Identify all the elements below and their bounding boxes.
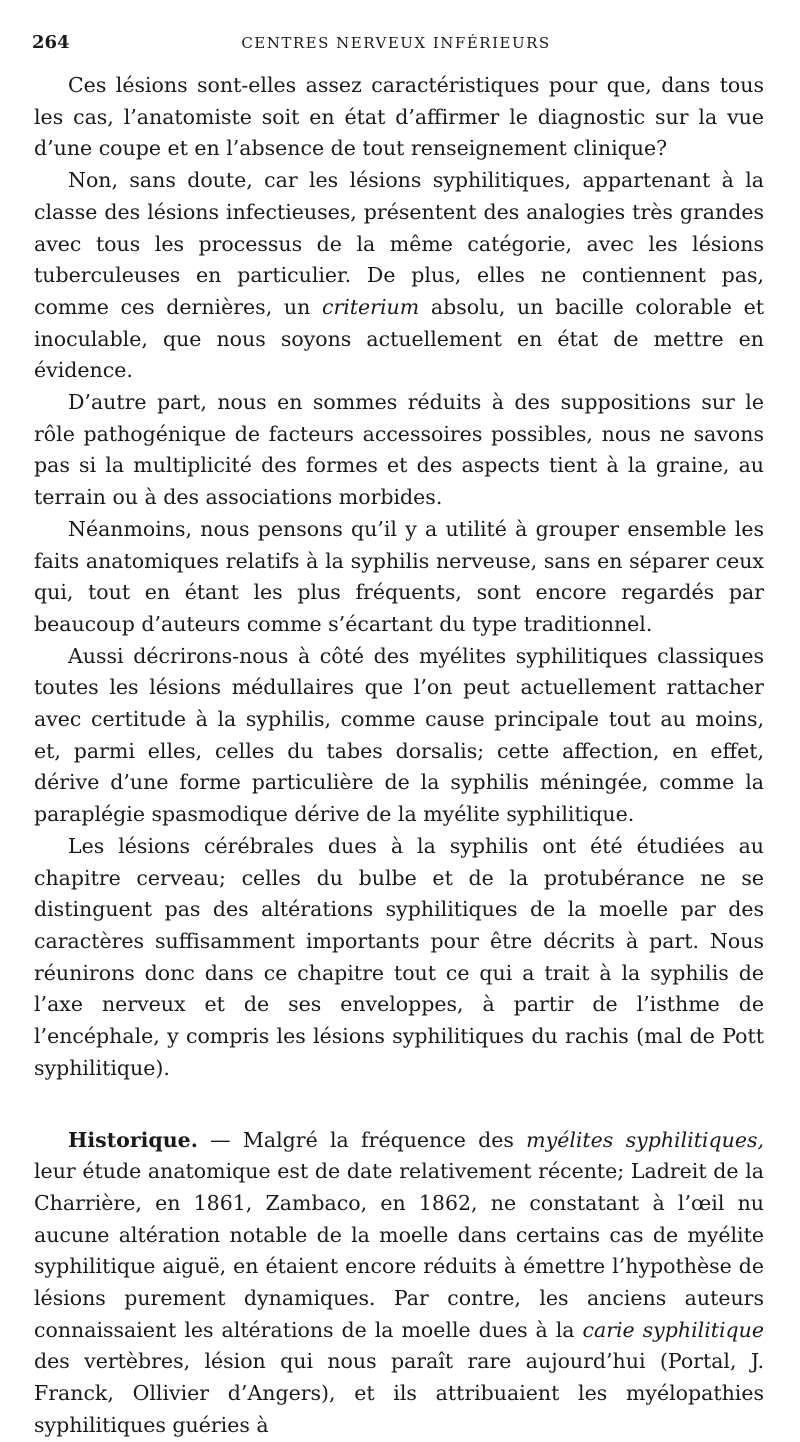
paragraph-2 <box>34 165 764 387</box>
historique-text-1: — Malgré la fréquence des <box>197 1127 527 1152</box>
historique-paragraph <box>34 1125 764 1442</box>
historique-heading: Historique. <box>68 1127 198 1152</box>
paragraph-5: Aussi décrirons-nous à côté des myélites syphilitiques classiques toutes les lésions médullaires que l’on peut actuellement rattacher avec certitude à la syphilis, comme cause principale tout au moins, et, parmi elles, celles du tabes dorsalis; cette affection, en effet, dérive d’une forme particulière de la syphilis méningée, comme la paraplégie spasmodique dérive de la myélite syphilitique. <box>34 643 764 827</box>
paragraph-6: Les lésions cérébrales dues à la syphilis ont été étudiées au chapitre cerveau; celles du bulbe et de la protubérance ne se distinguent pas des altérations syphilitiques de la moelle par des caractères suffisamment importants pour être décrits à part. Nous réunirons donc dans ce chapitre tout ce qui a trait à la syphilis de l’axe nerveux et de ses enveloppes, à partir de l’isthme de l’encéphale, y compris les lésions syphilitiques du rachis (mal de Pott syphilitique). <box>34 833 764 1080</box>
historique-text-3: des vertèbres, lésion qui nous paraît rare aujourd’hui (Portal, J. Franck, Ollivier d’Angers), et ils attribuaient les myélopathies syphilitiques guéries à <box>34 1349 764 1437</box>
italic-term-myelites: myélites syphilitiques, <box>526 1127 764 1152</box>
italic-term-criterium: criterium <box>321 294 420 319</box>
italic-term-carie: carie syphilitique <box>582 1317 765 1342</box>
paragraph-2-end: absolu, un bacille colorable et inoculable, que nous soyons actuellement en état de mettre en évidence. <box>34 294 764 383</box>
page-header <box>32 32 760 56</box>
page-number: 264 <box>32 32 70 53</box>
page-body <box>34 70 764 1442</box>
paragraph-1: Ces lésions sont-elles assez caractéristiques pour que, dans tous les cas, l’anatomiste soit en état d’affirmer le diagnostic sur la vue d’une coupe et en l’absence de tout renseignement clinique? <box>34 73 764 161</box>
paragraph-4: Néanmoins, nous pensons qu’il y a utilité à grouper ensemble les faits anatomiques relatifs à la syphilis nerveuse, sans en séparer ceux qui, tout en étant les plus fréquents, sont encore regardés par beaucoup d’auteurs comme s’écartant du type traditionnel. <box>34 516 764 636</box>
paragraph-2-text: Non, sans doute, car les lésions syphilitiques, appartenant à la classe des lésions infectieuses, présentent des analogies très grandes avec tous les processus de la même catégorie, avec les lésions tuberculeuses en particulier. De plus, elles ne contiennent pas, comme ces dernières, un <box>34 168 764 319</box>
historique-text-2: leur étude anatomique est de date relativement récente; Ladreit de la Charrière, en 1861, Zambaco, en 1862, ne constatant à l’œil nu aucune altération notable de la moelle dans certains cas de myélite syphilitique aiguë, en étaient encore réduits à émettre l’hypothèse de lésions purement dynamiques. Par contre, les anciens auteurs connaissaient les altérations de la moelle dues à la <box>34 1159 764 1342</box>
running-title: CENTRES NERVEUX INFÉRIEURS <box>241 34 551 52</box>
paragraph-3: D’autre part, nous en sommes réduits à des suppositions sur le rôle pathogénique de facteurs accessoires possibles, nous ne savons pas si la multiplicité des formes et des aspects tient à la graine, au terrain ou à des associations morbides. <box>34 390 764 510</box>
